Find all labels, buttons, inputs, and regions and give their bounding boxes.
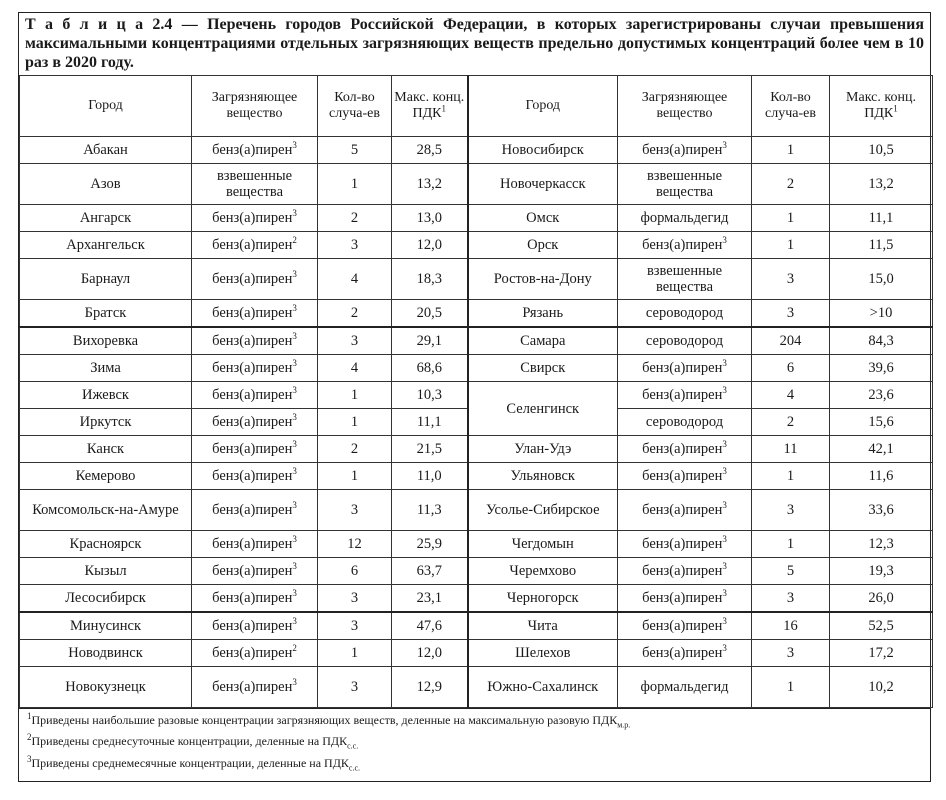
count-cell: 1 [318,164,392,205]
pollutant-name: бенз(а)пирен [212,618,293,634]
cities-table [19,75,933,708]
pollutant-cell [192,558,318,585]
header-city: Город [20,76,192,137]
header-pollutant-right: Загрязняющее вещество [618,76,752,137]
city-cell: Ростов-на-Дону [468,259,618,300]
table-body [20,137,933,708]
pollutant-name: бенз(а)пирен [212,271,293,287]
maxconc-cell: 33,6 [830,490,933,531]
count-cell: 4 [318,259,392,300]
city-cell: Иркутск [20,409,192,436]
count-cell: 3 [318,327,392,355]
maxconc-cell: 11,0 [392,463,468,490]
pollutant-cell [618,490,752,531]
city-cell: Омск [468,205,618,232]
pollutant-footnote-ref: 3 [722,643,727,654]
pollutant-footnote-ref: 3 [292,588,297,599]
city-cell: Ульяновск [468,463,618,490]
footnote-number: 2 [27,732,32,743]
maxconc-cell: 23,1 [392,585,468,613]
maxconc-cell: 12,3 [830,531,933,558]
maxconc-cell: 39,6 [830,355,933,382]
maxconc-cell: 63,7 [392,558,468,585]
table-row [20,232,933,259]
pollutant-cell [618,164,752,205]
maxconc-cell: 28,5 [392,137,468,164]
pollutant-cell [192,436,318,463]
pollutant-name: формальдегид [640,210,729,226]
pollutant-cell [192,355,318,382]
table-row [20,259,933,300]
maxconc-cell: 26,0 [830,585,933,613]
pollutant-name: бенз(а)пирен [212,441,293,457]
pollutant-cell [618,463,752,490]
maxconc-cell: 20,5 [392,300,468,328]
header-maxconc-sup: 1 [441,103,446,114]
pollutant-footnote-ref: 3 [722,385,727,396]
maxconc-cell: 11,1 [830,205,933,232]
maxconc-cell: 11,5 [830,232,933,259]
maxconc-cell: 11,3 [392,490,468,531]
footnote-subscript: с.с. [348,763,361,773]
pollutant-cell [618,612,752,640]
pollutant-footnote-ref: 3 [292,439,297,450]
footnote-text: Приведены наибольшие разовые концентрации загрязняющих веществ, деленные на максимальную разовую ПДК [31,713,618,727]
count-cell: 1 [318,409,392,436]
footnote-number: 1 [27,711,32,721]
header-count-right: Кол-во случа-ев [752,76,830,137]
header-pollutant: Загрязняющее вещество [192,76,318,137]
count-cell: 1 [318,463,392,490]
pollutant-name: бенз(а)пирен [642,387,723,403]
city-cell: Селенгинск [468,382,618,436]
count-cell: 2 [318,436,392,463]
pollutant-cell [192,531,318,558]
header-maxconc-right [830,76,933,137]
pollutant-footnote-ref: 3 [292,269,297,280]
pollutant-cell [192,640,318,667]
pollutant-name: бенз(а)пирен [642,563,723,579]
header-row [20,76,933,137]
footnote-number: 3 [27,753,32,764]
table-row [20,463,933,490]
city-cell: Минусинск [20,612,192,640]
pollutant-cell [618,355,752,382]
count-cell: 1 [752,463,830,490]
pollutant-footnote-ref: 3 [292,561,297,572]
pollutant-cell [618,232,752,259]
maxconc-cell: 11,6 [830,463,933,490]
footnote-subscript: м.р. [617,720,631,730]
pollutant-name: бенз(а)пирен [212,414,293,430]
city-cell: Новочеркасск [468,164,618,205]
city-cell: Новокузнецк [20,667,192,708]
pollutant-footnote-ref: 3 [292,358,297,369]
city-cell: Южно-Сахалинск [468,667,618,708]
footnote-text: Приведены среднемесячные концентрации, деленные на ПДК [31,755,349,770]
pollutant-cell [618,327,752,355]
count-cell: 2 [318,300,392,328]
count-cell: 5 [752,558,830,585]
maxconc-cell: 68,6 [392,355,468,382]
pollutant-name: бенз(а)пирен [642,142,723,158]
pollutant-footnote-ref: 3 [722,140,727,151]
city-cell: Архангельск [20,232,192,259]
pollutant-footnote-ref: 3 [722,588,727,599]
count-cell: 11 [752,436,830,463]
pollutant-name: бенз(а)пирен [642,618,723,634]
header-maxconc [392,76,468,137]
count-cell: 1 [318,382,392,409]
city-cell: Чегдомын [468,531,618,558]
count-cell: 204 [752,327,830,355]
maxconc-cell: 21,5 [392,436,468,463]
pollutant-name: бенз(а)пирен [212,563,293,579]
pollutant-footnote-ref: 3 [292,303,297,314]
city-cell: Канск [20,436,192,463]
city-cell: Чита [468,612,618,640]
count-cell: 3 [752,490,830,531]
pollutant-name: бенз(а)пирен [212,645,293,661]
city-cell: Кемерово [20,463,192,490]
pollutant-footnote-ref: 3 [292,616,297,627]
maxconc-cell: 11,1 [392,409,468,436]
pollutant-name: бенз(а)пирен [212,237,293,253]
pollutant-footnote-ref: 3 [722,561,727,572]
maxconc-cell: 12,0 [392,640,468,667]
pollutant-cell [192,259,318,300]
pollutant-cell [618,585,752,613]
city-cell: Рязань [468,300,618,328]
city-cell: Братск [20,300,192,328]
pollutant-footnote-ref: 3 [292,331,297,342]
pollutant-footnote-ref: 3 [292,677,297,688]
pollutant-name: взвешенные вещества [646,263,723,295]
pollutant-name: бенз(а)пирен [212,142,293,158]
pollutant-footnote-ref: 2 [292,235,297,246]
city-cell: Шелехов [468,640,618,667]
pollutant-name: бенз(а)пирен [642,237,723,253]
maxconc-cell: 15,6 [830,409,933,436]
maxconc-cell: 10,3 [392,382,468,409]
city-cell: Лесосибирск [20,585,192,613]
table-caption: Т а б л и ц а 2.4 — Перечень городов Российской Федерации, в которых зарегистрированы случаи превышения максимальными концентрациями отдельных загрязняющих веществ предельно допустимых концентраций более чем в 10 раз в 2020 году. [25,16,924,71]
maxconc-cell: 18,3 [392,259,468,300]
pollutant-name: взвешенные вещества [646,168,723,200]
count-cell: 1 [752,137,830,164]
pollutant-name: бенз(а)пирен [212,679,293,695]
maxconc-cell: 25,9 [392,531,468,558]
table-row [20,531,933,558]
pollutant-cell [618,382,752,409]
pollutant-name: бенз(а)пирен [642,441,723,457]
pollutant-cell [192,327,318,355]
pollutant-cell [618,640,752,667]
city-cell: Новодвинск [20,640,192,667]
count-cell: 5 [318,137,392,164]
city-cell: Комсомольск-на-Амуре [20,490,192,531]
count-cell: 3 [318,667,392,708]
maxconc-cell: 52,5 [830,612,933,640]
count-cell: 16 [752,612,830,640]
pollutant-footnote-ref: 3 [722,534,727,545]
count-cell: 1 [752,205,830,232]
pollutant-cell [192,205,318,232]
count-cell: 3 [752,640,830,667]
table-row [20,327,933,355]
table-row [20,382,933,409]
city-cell: Усолье-Сибирское [468,490,618,531]
table-row [20,164,933,205]
pollutant-name: бенз(а)пирен [642,536,723,552]
table-row [20,558,933,585]
pollutant-footnote-ref: 3 [722,466,727,477]
count-cell: 2 [752,164,830,205]
pollutant-name: бенз(а)пирен [642,468,723,484]
pollutant-cell [192,300,318,328]
count-cell: 6 [318,558,392,585]
pollutant-cell [618,436,752,463]
header-count: Кол-во случа-ев [318,76,392,137]
footnotes [19,708,930,781]
pollutant-cell [618,558,752,585]
table-row [20,300,933,328]
city-cell: Азов [20,164,192,205]
count-cell: 4 [752,382,830,409]
city-cell: Черемхово [468,558,618,585]
pollutant-footnote-ref: 3 [292,466,297,477]
pollutant-name: сероводород [645,333,724,349]
pollutant-name: бенз(а)пирен [642,502,723,518]
maxconc-cell: 29,1 [392,327,468,355]
count-cell: 3 [752,585,830,613]
header-city-right: Город [468,76,618,137]
city-cell: Самара [468,327,618,355]
count-cell: 3 [318,490,392,531]
pollutant-cell [192,164,318,205]
pollutant-footnote-ref: 3 [722,235,727,246]
table-row [20,205,933,232]
pollutant-cell [192,667,318,708]
count-cell: 2 [318,205,392,232]
count-cell: 3 [318,232,392,259]
pollutant-footnote-ref: 3 [722,616,727,627]
pollutant-name: бенз(а)пирен [212,536,293,552]
pollutant-footnote-ref: 3 [292,140,297,151]
pollutant-name: бенз(а)пирен [212,360,293,376]
maxconc-cell: 12,9 [392,667,468,708]
pollutant-cell [192,382,318,409]
document-table-frame [18,12,931,782]
pollutant-cell [192,232,318,259]
header-maxconc-label: Макс. конц. ПДК [846,90,916,121]
pollutant-name: бенз(а)пирен [642,590,723,606]
maxconc-cell: 23,6 [830,382,933,409]
pollutant-footnote-ref: 3 [722,439,727,450]
pollutant-name: бенз(а)пирен [212,387,293,403]
pollutant-footnote-ref: 2 [292,643,297,654]
pollutant-cell [618,205,752,232]
header-maxconc-sup: 1 [893,103,898,114]
pollutant-name: бенз(а)пирен [212,502,293,518]
pollutant-name: бенз(а)пирен [642,645,723,661]
city-cell: Черногорск [468,585,618,613]
table-row [20,355,933,382]
pollutant-name: бенз(а)пирен [212,333,293,349]
pollutant-footnote-ref: 3 [292,534,297,545]
footnote-subscript: с.с. [347,741,359,751]
city-cell: Барнаул [20,259,192,300]
maxconc-cell: 15,0 [830,259,933,300]
table-row [20,667,933,708]
maxconc-cell: 13,0 [392,205,468,232]
maxconc-cell: 10,5 [830,137,933,164]
maxconc-cell: >10 [830,300,933,328]
pollutant-name: взвешенные вещества [216,168,293,200]
footnote-line [27,712,922,733]
maxconc-cell: 10,2 [830,667,933,708]
pollutant-footnote-ref: 3 [722,358,727,369]
pollutant-cell [618,137,752,164]
pollutant-name: бенз(а)пирен [642,360,723,376]
city-cell: Новосибирск [468,137,618,164]
table-row [20,490,933,531]
pollutant-cell [192,137,318,164]
city-cell: Ангарск [20,205,192,232]
count-cell: 3 [318,612,392,640]
count-cell: 1 [752,667,830,708]
pollutant-name: сероводород [645,305,724,321]
pollutant-cell [192,585,318,613]
maxconc-cell: 17,2 [830,640,933,667]
footnote-text: Приведены среднесуточные концентрации, деленные на ПДК [31,734,348,749]
count-cell: 1 [752,531,830,558]
pollutant-name: бенз(а)пирен [212,210,293,226]
pollutant-cell [618,259,752,300]
count-cell: 12 [318,531,392,558]
city-cell: Абакан [20,137,192,164]
count-cell: 6 [752,355,830,382]
count-cell: 3 [752,300,830,328]
pollutant-name: формальдегид [640,679,729,695]
city-cell: Свирск [468,355,618,382]
table-row [20,640,933,667]
maxconc-cell: 19,3 [830,558,933,585]
city-cell: Зима [20,355,192,382]
pollutant-cell [192,409,318,436]
city-cell: Улан-Удэ [468,436,618,463]
city-cell: Вихоревка [20,327,192,355]
pollutant-footnote-ref: 3 [722,500,727,511]
footnote-line [27,755,922,776]
pollutant-cell [192,463,318,490]
city-cell: Красноярск [20,531,192,558]
pollutant-cell [618,409,752,436]
footnote-line [27,733,922,754]
maxconc-cell: 12,0 [392,232,468,259]
pollutant-name: сероводород [645,414,724,430]
pollutant-footnote-ref: 3 [292,412,297,423]
pollutant-footnote-ref: 3 [292,500,297,511]
pollutant-footnote-ref: 3 [292,208,297,219]
pollutant-name: бенз(а)пирен [212,305,293,321]
city-cell: Кызыл [20,558,192,585]
pollutant-cell [618,667,752,708]
city-cell: Ижевск [20,382,192,409]
count-cell: 1 [318,640,392,667]
maxconc-cell: 13,2 [392,164,468,205]
maxconc-cell: 84,3 [830,327,933,355]
table-row [20,436,933,463]
pollutant-cell [192,612,318,640]
city-cell: Орск [468,232,618,259]
maxconc-cell: 47,6 [392,612,468,640]
count-cell: 3 [318,585,392,613]
count-cell: 2 [752,409,830,436]
table-row [20,137,933,164]
table-row [20,585,933,613]
count-cell: 3 [752,259,830,300]
maxconc-cell: 13,2 [830,164,933,205]
pollutant-cell [618,531,752,558]
pollutant-cell [618,300,752,328]
table-row [20,612,933,640]
header-maxconc-label: Макс. конц. ПДК [394,90,465,121]
maxconc-cell: 42,1 [830,436,933,463]
count-cell: 1 [752,232,830,259]
pollutant-name: бенз(а)пирен [212,590,293,606]
pollutant-footnote-ref: 3 [292,385,297,396]
pollutant-cell [192,490,318,531]
count-cell: 4 [318,355,392,382]
pollutant-name: бенз(а)пирен [212,468,293,484]
